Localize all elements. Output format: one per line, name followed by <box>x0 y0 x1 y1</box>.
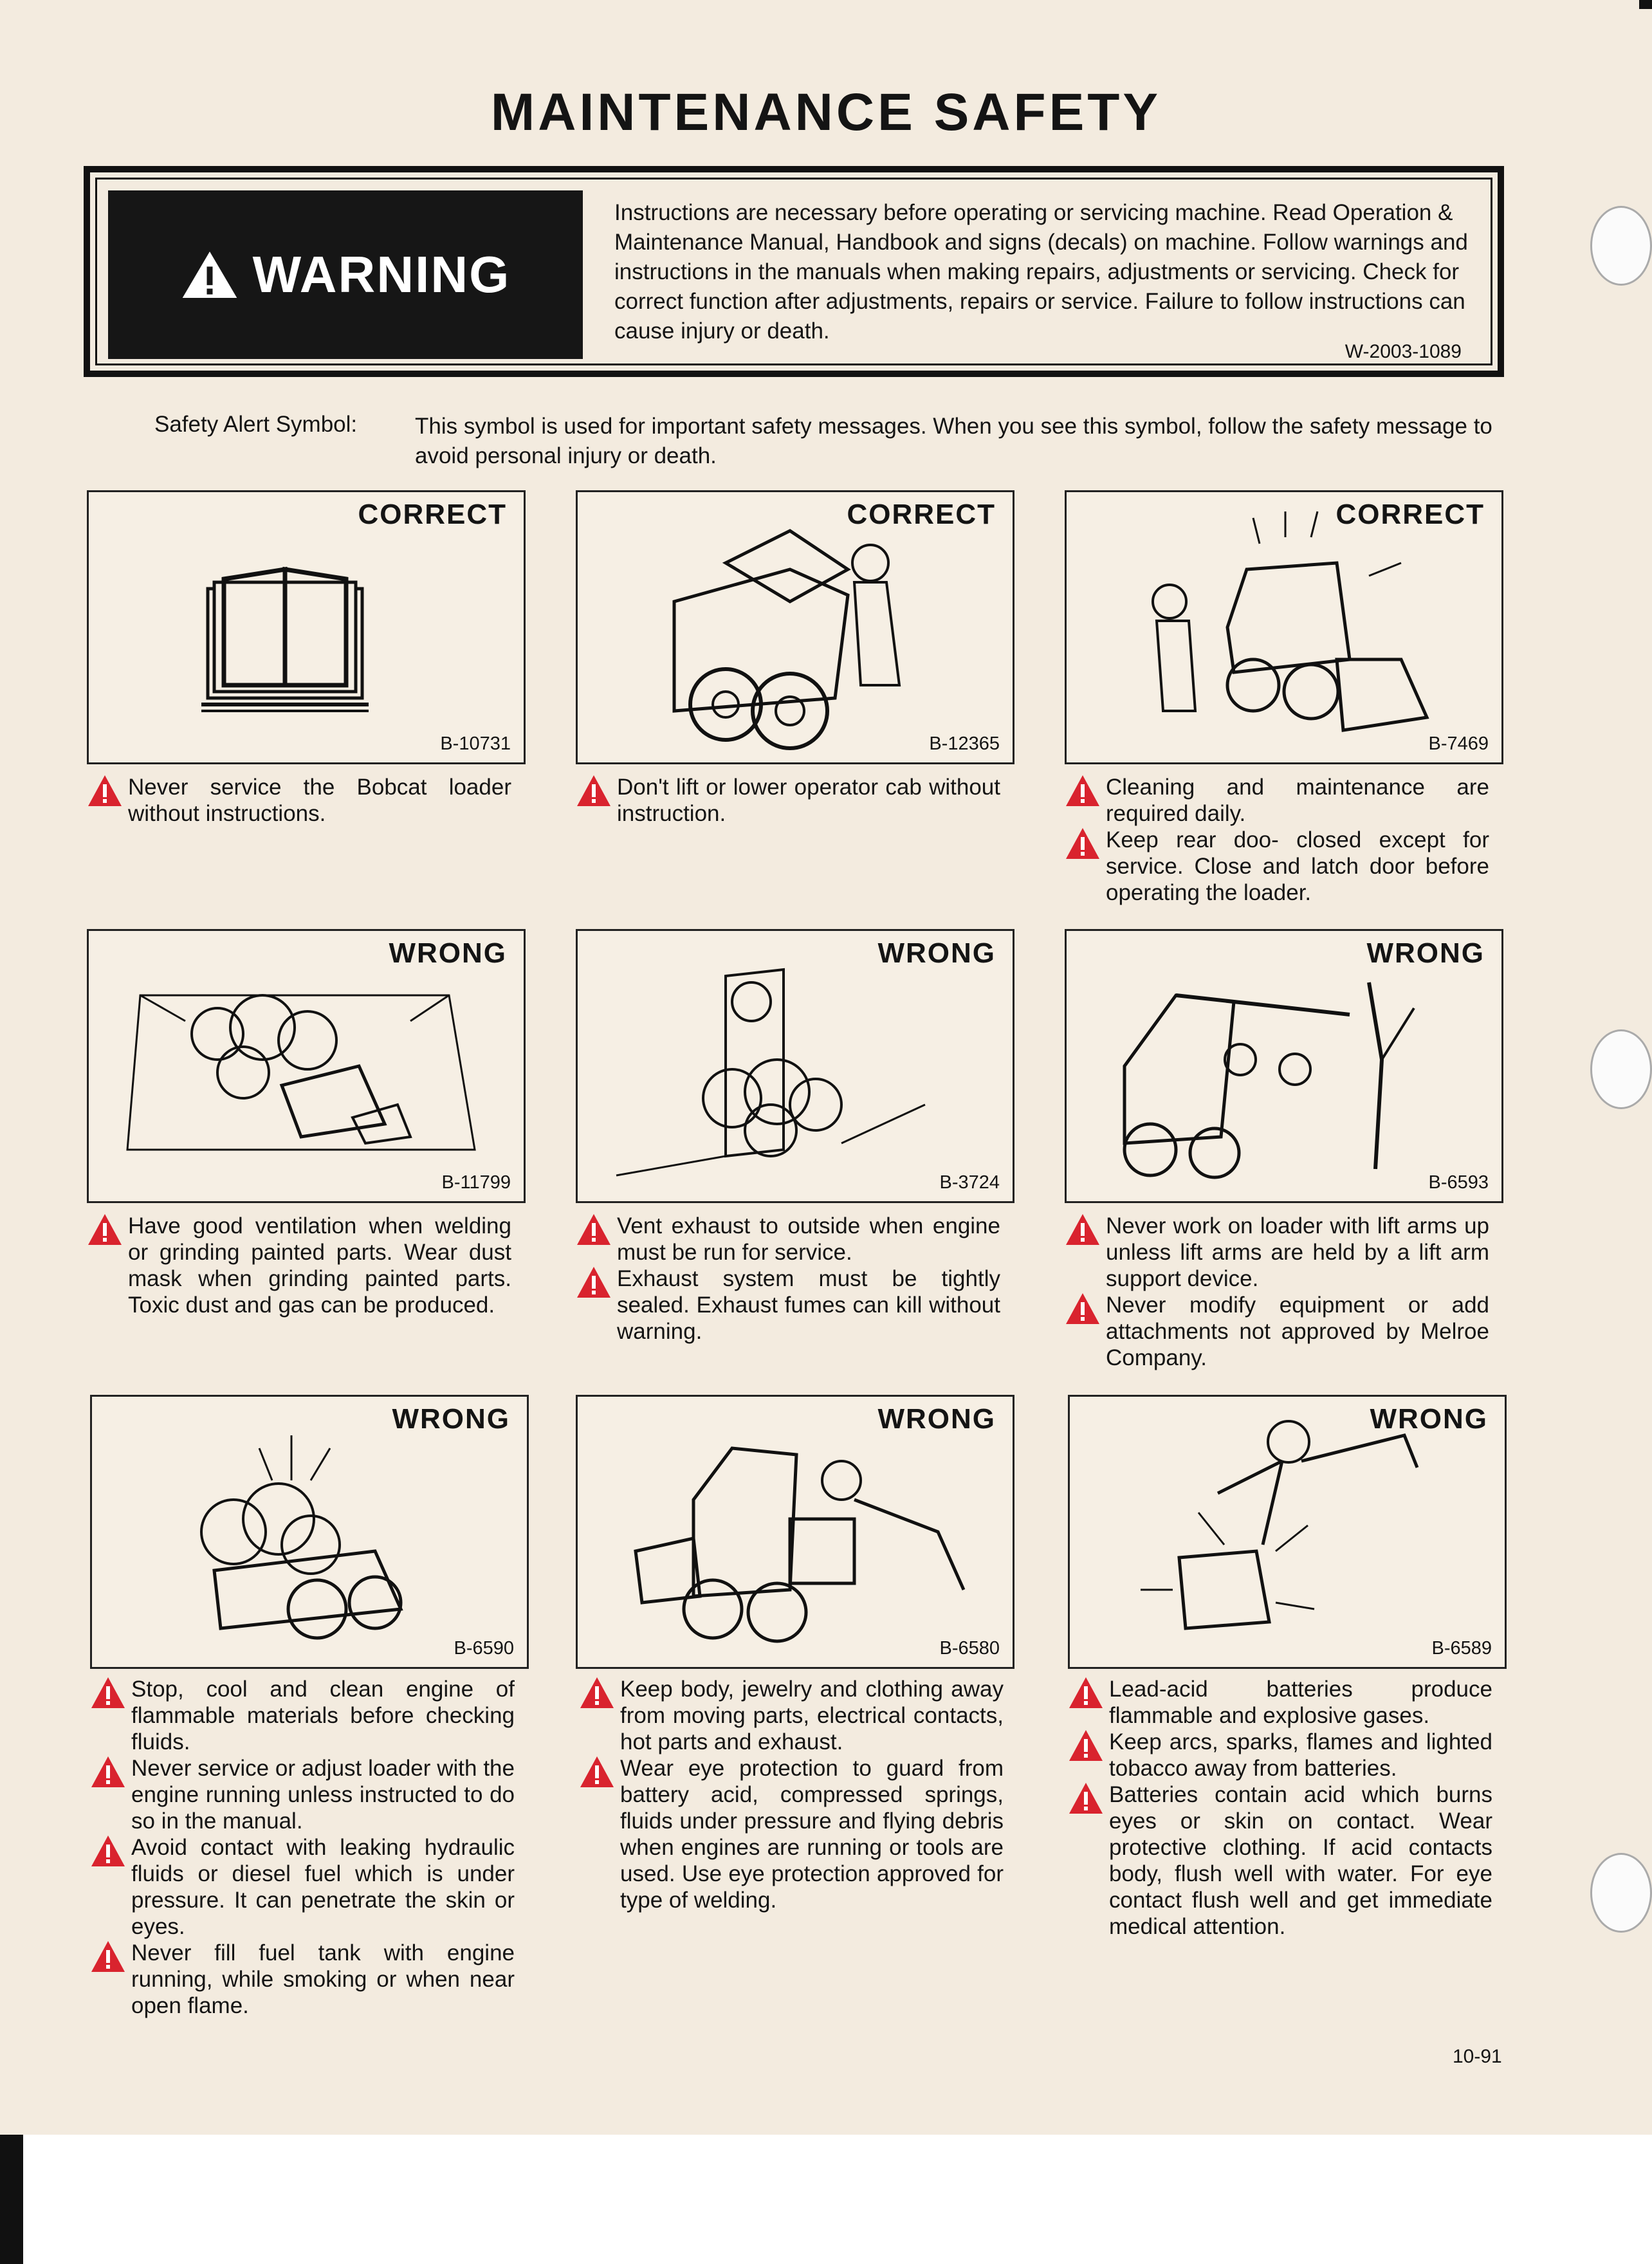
safety-message: Never service the Bobcat loader without instructions. <box>87 774 511 827</box>
panel-messages <box>87 774 511 827</box>
warning-text: Instructions are necessary before operating or servicing machine. Read Operation & Maintenance Manual, Handbook and signs (decals) on machine. Follow warnings and instructions in the manuals when making repairs, adjustments or servicing. Check for correct function after adjustments, repairs or service. Failure to follow instructions can cause injury or death. <box>614 200 1468 344</box>
panel-code: B-6580 <box>939 1638 1000 1659</box>
moving-parts-illustration <box>578 1397 1013 1667</box>
scan-bottom-margin <box>0 2135 1652 2264</box>
safety-message: Cleaning and maintenance are required daily. <box>1065 774 1489 827</box>
page-number: 10-91 <box>1453 2046 1502 2067</box>
safety-alert-icon <box>576 1265 612 1299</box>
safety-alert-icon <box>1065 774 1101 807</box>
safety-alert-icon <box>90 1834 126 1868</box>
safety-alert-text: This symbol is used for important safety messages. When you see this symbol, follow the safety message to avoid personal injury or death. <box>415 414 1492 468</box>
warning-panel <box>108 190 583 359</box>
safety-message: Never service or adjust loader with the engine running unless instructed to do so in the manual. <box>90 1755 515 1834</box>
panel-messages <box>579 1676 1004 1913</box>
panel-battery <box>1068 1395 1507 1669</box>
panel-code: B-7469 <box>1428 733 1489 754</box>
safety-alert-icon <box>87 1213 123 1246</box>
panel-cleaning <box>1065 490 1503 764</box>
safety-message: Keep body, jewelry and clothing away from moving parts, electrical contacts, hot parts and exhaust. <box>579 1676 1004 1755</box>
binder-hole <box>1590 1853 1652 1933</box>
safety-alert-icon <box>576 774 612 807</box>
safety-message: Have good ventilation when welding or grinding painted parts. Wear dust mask when grinding painted parts. Toxic dust and gas can be produced. <box>87 1213 511 1318</box>
exhaust-fumes-illustration <box>578 931 1013 1201</box>
panel-label: CORRECT <box>358 499 507 530</box>
battery-explosion-illustration <box>1070 1397 1505 1667</box>
safety-alert-icon <box>87 774 123 807</box>
safety-message: Don't lift or lower operator cab without instruction. <box>576 774 1000 827</box>
panel-label: WRONG <box>389 937 507 969</box>
safety-message: Lead-acid batteries produce flammable and explosive gases. <box>1068 1676 1492 1729</box>
safety-message: Keep rear doo- closed except for service. Close and latch door before operating the loader. <box>1065 827 1489 906</box>
panel-messages <box>1068 1676 1492 1940</box>
panel-messages <box>576 774 1000 827</box>
panel-label: WRONG <box>1366 937 1485 969</box>
safety-message: Wear eye protection to guard from battery acid, compressed springs, fluids under pressure and flying debris when engines are running or tools are used. Use eye protection approved for type of welding. <box>579 1755 1004 1913</box>
panel-messages <box>1065 774 1489 906</box>
safety-alert-label: Safety Alert Symbol: <box>154 412 358 437</box>
panel-label: WRONG <box>877 1403 996 1435</box>
safety-alert-icon <box>1065 827 1101 860</box>
safety-message: Batteries contain acid which burns eyes or skin on contact. Wear protective clothing. If acid contacts body, flush well with water. For eye contact flush well and get immediate medical attention. <box>1068 1781 1492 1940</box>
panel-code: B-6590 <box>454 1638 514 1659</box>
panel-code: B-11799 <box>441 1172 511 1193</box>
panel-messages <box>576 1213 1000 1345</box>
panel-label: WRONG <box>392 1403 510 1435</box>
safety-alert-icon <box>579 1676 615 1709</box>
safety-message: Keep arcs, sparks, flames and lighted tobacco away from batteries. <box>1068 1729 1492 1781</box>
panel-cab <box>576 490 1014 764</box>
panel-label: CORRECT <box>1335 499 1485 530</box>
warning-box <box>84 166 1504 377</box>
panel-exhaust <box>576 929 1014 1203</box>
lift-arms-illustration <box>1067 931 1501 1201</box>
panel-ventilation <box>87 929 526 1203</box>
panel-code: B-10731 <box>440 733 511 754</box>
safety-message: Never work on loader with lift arms up unless lift arms are held by a lift arm support device. <box>1065 1213 1489 1292</box>
safety-alert-icon <box>1068 1781 1104 1815</box>
safety-alert-icon <box>576 1213 612 1246</box>
panel-label: WRONG <box>1370 1403 1488 1435</box>
page-corner-mark <box>1639 0 1652 9</box>
panel-code: B-3724 <box>939 1172 1000 1193</box>
panel-messages <box>1065 1213 1489 1371</box>
safety-alert-icon <box>90 1755 126 1789</box>
warning-triangle-icon <box>181 249 239 300</box>
safety-alert-icon <box>1065 1292 1101 1325</box>
panel-code: B-6589 <box>1431 1638 1492 1659</box>
warning-heading: WARNING <box>252 246 511 303</box>
panel-manual <box>87 490 526 764</box>
safety-alert-icon <box>579 1755 615 1789</box>
panel-code: B-6593 <box>1428 1172 1489 1193</box>
loader-cab-illustration <box>578 492 1013 762</box>
panel-messages <box>90 1676 515 2019</box>
open-book-icon <box>89 492 524 762</box>
binder-hole <box>1590 1029 1652 1109</box>
safety-alert-icon <box>90 1676 126 1709</box>
safety-message: Never fill fuel tank with engine running, while smoking or when near open flame. <box>90 1940 515 2019</box>
safety-alert-icon <box>1065 1213 1101 1246</box>
safety-alert-icon <box>1068 1676 1104 1709</box>
welding-smoke-illustration <box>89 931 524 1201</box>
safety-message: Vent exhaust to outside when engine must be run for service. <box>576 1213 1000 1265</box>
safety-alert-icon <box>1068 1729 1104 1762</box>
engine-fire-illustration <box>92 1397 527 1667</box>
safety-message: Never modify equipment or add attachments not approved by Melroe Company. <box>1065 1292 1489 1371</box>
panel-label: CORRECT <box>847 499 996 530</box>
warning-code: W-2003-1089 <box>1345 341 1462 362</box>
safety-message: Stop, cool and clean engine of flammable materials before checking fluids. <box>90 1676 515 1755</box>
panel-hot-engine <box>90 1395 529 1669</box>
safety-message: Exhaust system must be tightly sealed. Exhaust fumes can kill without warning. <box>576 1265 1000 1345</box>
panel-moving-parts <box>576 1395 1014 1669</box>
loader-cleaning-illustration <box>1067 492 1501 762</box>
panel-label: WRONG <box>877 937 996 969</box>
binder-hole <box>1590 206 1652 286</box>
page-title: MAINTENANCE SAFETY <box>490 83 1162 142</box>
safety-alert-icon <box>90 1940 126 1973</box>
panel-lift-arms <box>1065 929 1503 1203</box>
safety-message: Avoid contact with leaking hydraulic fluids or diesel fuel which is under pressure. It can penetrate the skin or eyes. <box>90 1834 515 1940</box>
panel-code: B-12365 <box>929 733 1000 754</box>
panel-messages <box>87 1213 511 1318</box>
